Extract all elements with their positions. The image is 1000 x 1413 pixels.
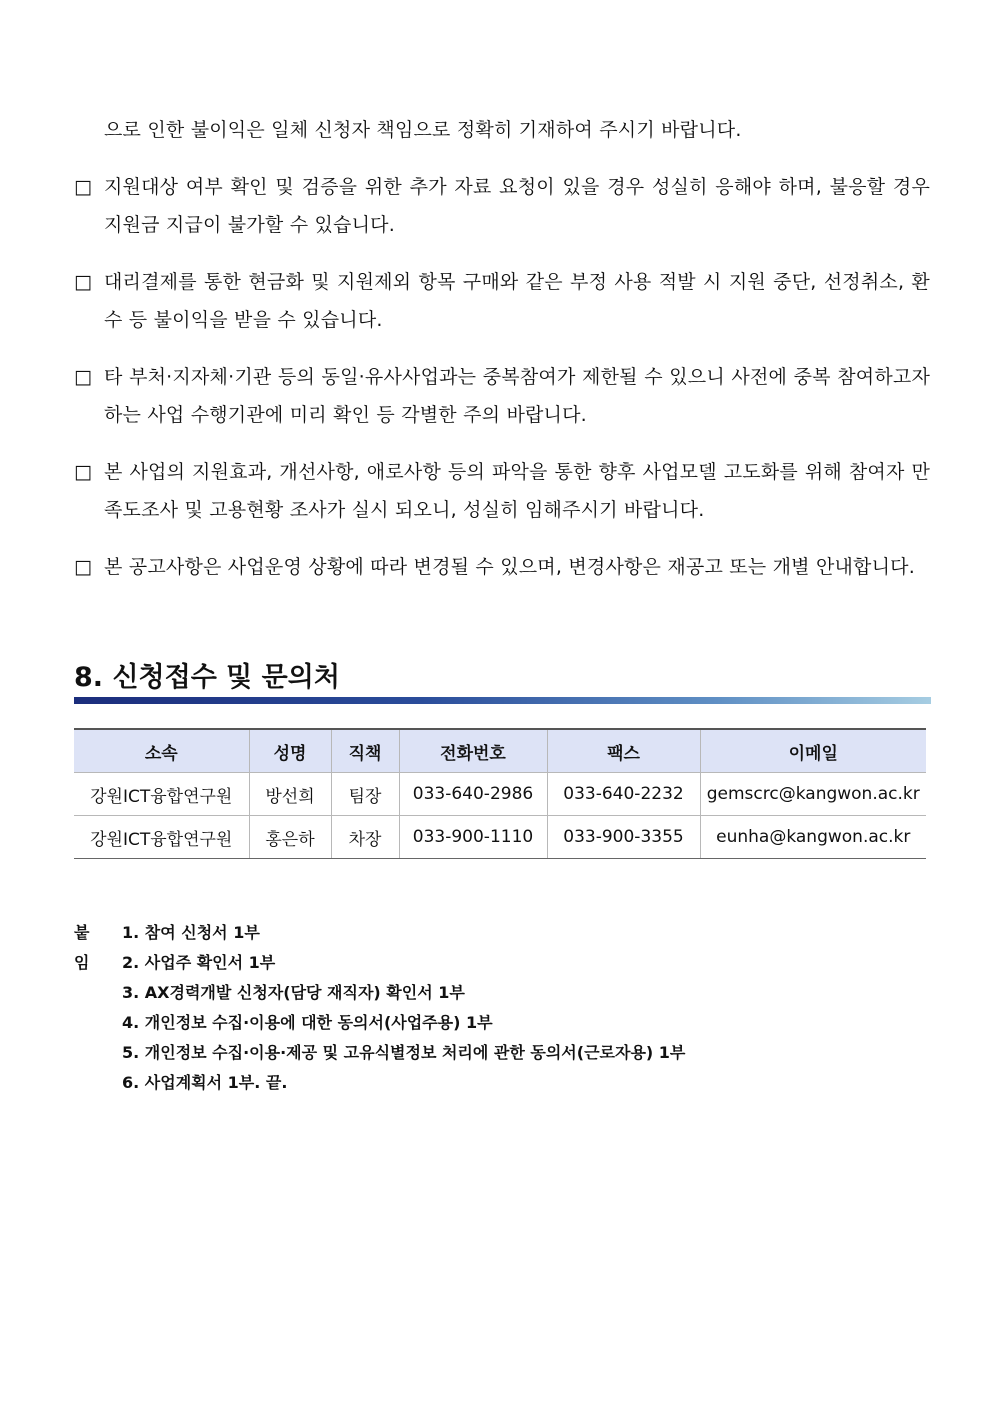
header-fax: 팩스 bbox=[547, 729, 700, 773]
continuation-paragraph bbox=[104, 111, 930, 149]
cell-name: 방선희 bbox=[249, 773, 331, 816]
cell-affiliation: 강원ICT융합연구원 bbox=[74, 773, 249, 816]
checkbox-bullet-icon: □ bbox=[74, 461, 93, 483]
attachment-item: 5. 개인정보 수집·이용·제공 및 고유식별정보 처리에 관한 동의서(근로자용) 1부 bbox=[122, 1043, 686, 1062]
section-title: 8. 신청접수 및 문의처 bbox=[74, 662, 340, 693]
cell-name: 홍은하 bbox=[249, 816, 331, 859]
notice-text: 본 사업의 지원효과, 개선사항, 애로사항 등의 파악을 통한 향후 사업모델 고도화를 위해 참여자 만족도조사 및 고용현황 조사가 실시 되오니, 성실히 임해주시기 바랍니다. bbox=[104, 461, 930, 521]
table-row bbox=[74, 816, 926, 859]
header-email: 이메일 bbox=[700, 729, 926, 773]
cell-position: 차장 bbox=[331, 816, 399, 859]
notice-item-2 bbox=[74, 263, 930, 339]
notice-text: 대리결제를 통한 현금화 및 지원제외 항목 구매와 같은 부정 사용 적발 시 지원 중단, 선정취소, 환수 등 불이익을 받을 수 있습니다. bbox=[104, 271, 930, 331]
checkbox-bullet-icon: □ bbox=[74, 366, 93, 388]
notice-item-4 bbox=[74, 453, 930, 529]
checkbox-bullet-icon: □ bbox=[74, 271, 93, 293]
checkbox-bullet-icon: □ bbox=[74, 556, 93, 578]
continuation-text: 으로 인한 불이익은 일체 신청자 책임으로 정확히 기재하여 주시기 바랍니다. bbox=[104, 119, 742, 141]
notice-text: 타 부처·지자체·기관 등의 동일·유사사업과는 중복참여가 제한될 수 있으니 사전에 중복 참여하고자 하는 사업 수행기관에 미리 확인 등 각별한 주의 바랍니다. bbox=[104, 366, 930, 426]
cell-phone: 033-640-2986 bbox=[399, 773, 547, 816]
cell-fax: 033-640-2232 bbox=[547, 773, 700, 816]
checkbox-bullet-icon: □ bbox=[74, 176, 93, 198]
header-phone: 전화번호 bbox=[399, 729, 547, 773]
notice-item-5 bbox=[74, 548, 930, 586]
attachment-item: 2. 사업주 확인서 1부 bbox=[122, 953, 276, 972]
attachments-label: 붙임 bbox=[74, 923, 90, 972]
attachment-item: 1. 참여 신청서 1부 bbox=[122, 923, 260, 942]
contact-table bbox=[74, 728, 926, 859]
section-title-underline bbox=[74, 697, 931, 704]
cell-email: gemscrc@kangwon.ac.kr bbox=[700, 773, 926, 816]
cell-email: eunha@kangwon.ac.kr bbox=[700, 816, 926, 859]
notice-item-3 bbox=[74, 358, 930, 434]
attachments-list bbox=[122, 918, 685, 1098]
cell-affiliation: 강원ICT융합연구원 bbox=[74, 816, 249, 859]
table-header-row bbox=[74, 729, 926, 773]
table-row bbox=[74, 773, 926, 816]
header-affiliation: 소속 bbox=[74, 729, 249, 773]
notice-text: 본 공고사항은 사업운영 상황에 따라 변경될 수 있으며, 변경사항은 재공고 또는 개별 안내합니다. bbox=[104, 556, 915, 578]
header-name: 성명 bbox=[249, 729, 331, 773]
attachment-item: 3. AX경력개발 신청자(담당 재직자) 확인서 1부 bbox=[122, 983, 465, 1002]
notice-text: 지원대상 여부 확인 및 검증을 위한 추가 자료 요청이 있을 경우 성실히 응해야 하며, 불응할 경우 지원금 지급이 불가할 수 있습니다. bbox=[104, 176, 930, 236]
attachment-item: 6. 사업계획서 1부. 끝. bbox=[122, 1073, 288, 1092]
cell-fax: 033-900-3355 bbox=[547, 816, 700, 859]
attachment-item: 4. 개인정보 수집·이용에 대한 동의서(사업주용) 1부 bbox=[122, 1013, 493, 1032]
cell-phone: 033-900-1110 bbox=[399, 816, 547, 859]
notice-item-1 bbox=[74, 168, 930, 244]
header-position: 직책 bbox=[331, 729, 399, 773]
cell-position: 팀장 bbox=[331, 773, 399, 816]
